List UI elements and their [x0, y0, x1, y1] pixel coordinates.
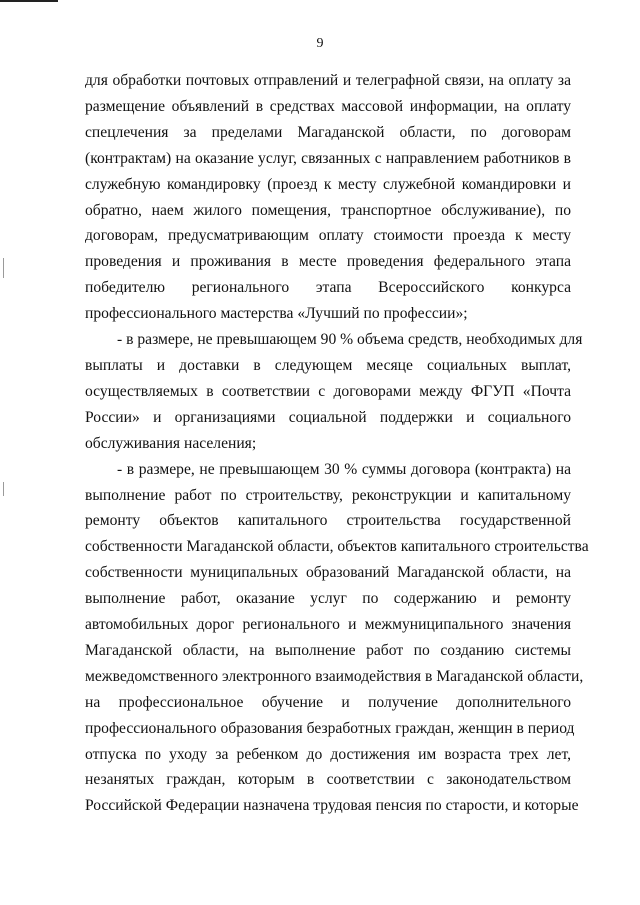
- text-line: собственности муниципальных образований Магаданской области, на: [85, 564, 571, 582]
- text-line: победителю регионального этапа Всероссийского конкурса: [85, 279, 571, 297]
- text-line: договорам, предусматривающим оплату стоимости проезда к месту: [85, 227, 571, 245]
- document-body: [85, 68, 589, 819]
- text-line: проведения и проживания в месте проведения федерального этапа: [85, 253, 571, 271]
- text-line: выполнение работ по строительству, реконструкции и капитальному: [85, 486, 571, 504]
- text-line: служебную командировку (проезд к месту служебной командировки и: [85, 175, 571, 193]
- scan-margin-mark: [3, 258, 4, 278]
- text-line: - в размере, не превышающем 30 % суммы договора (контракта) на: [117, 460, 571, 478]
- text-line: - в размере, не превышающем 90 % объема средств, необходимых для: [117, 331, 583, 349]
- page-number: 9: [316, 36, 324, 51]
- text-line: межведомственного электронного взаимодействия в Магаданской области,: [85, 667, 584, 685]
- text-line: обслуживания населения;: [85, 434, 257, 452]
- text-line: спецлечения за пределами Магаданской области, по договорам: [85, 123, 571, 141]
- text-line: размещение объявлений в средствах массовой информации, на оплату: [85, 97, 571, 115]
- text-line: выплаты и доставки в следующем месяце социальных выплат,: [85, 356, 571, 374]
- text-line: для обработки почтовых отправлений и телеграфной связи, на оплату за: [85, 72, 571, 89]
- text-line: незанятых граждан, которым в соответствии с законодательством: [85, 771, 571, 789]
- text-line: ремонту объектов капитального строительства государственной: [85, 512, 571, 530]
- text-line: Российской Федерации назначена трудовая пенсия по старости, и которые: [85, 797, 579, 815]
- text-line: обратно, наем жилого помещения, транспортное обслуживание), по: [85, 201, 571, 219]
- text-line: (контрактам) на оказание услуг, связанных с направлением работников в: [85, 149, 571, 167]
- text-line: профессионального образования безработных граждан, женщин в период: [85, 719, 575, 737]
- top-edge-rule: [0, 0, 58, 2]
- text-line: отпуска по уходу за ребенком до достижения им возраста трех лет,: [85, 745, 571, 763]
- text-line: профессионального мастерства «Лучший по профессии»;: [85, 305, 468, 323]
- text-line: Магаданской области, на выполнение работ по созданию системы: [85, 641, 571, 659]
- scan-margin-mark: [3, 482, 4, 496]
- text-line: на профессиональное обучение и получение дополнительного: [85, 693, 571, 711]
- text-line: выполнение работ, оказание услуг по содержанию и ремонту: [85, 590, 571, 608]
- text-line: собственности Магаданской области, объектов капитального строительства: [85, 538, 589, 556]
- text-line: России» и организациями социальной поддержки и социального: [85, 408, 571, 426]
- text-line: осуществляемых в соответствии с договорами между ФГУП «Почта: [85, 382, 571, 400]
- text-line: автомобильных дорог регионального и межмуниципального значения: [85, 616, 571, 634]
